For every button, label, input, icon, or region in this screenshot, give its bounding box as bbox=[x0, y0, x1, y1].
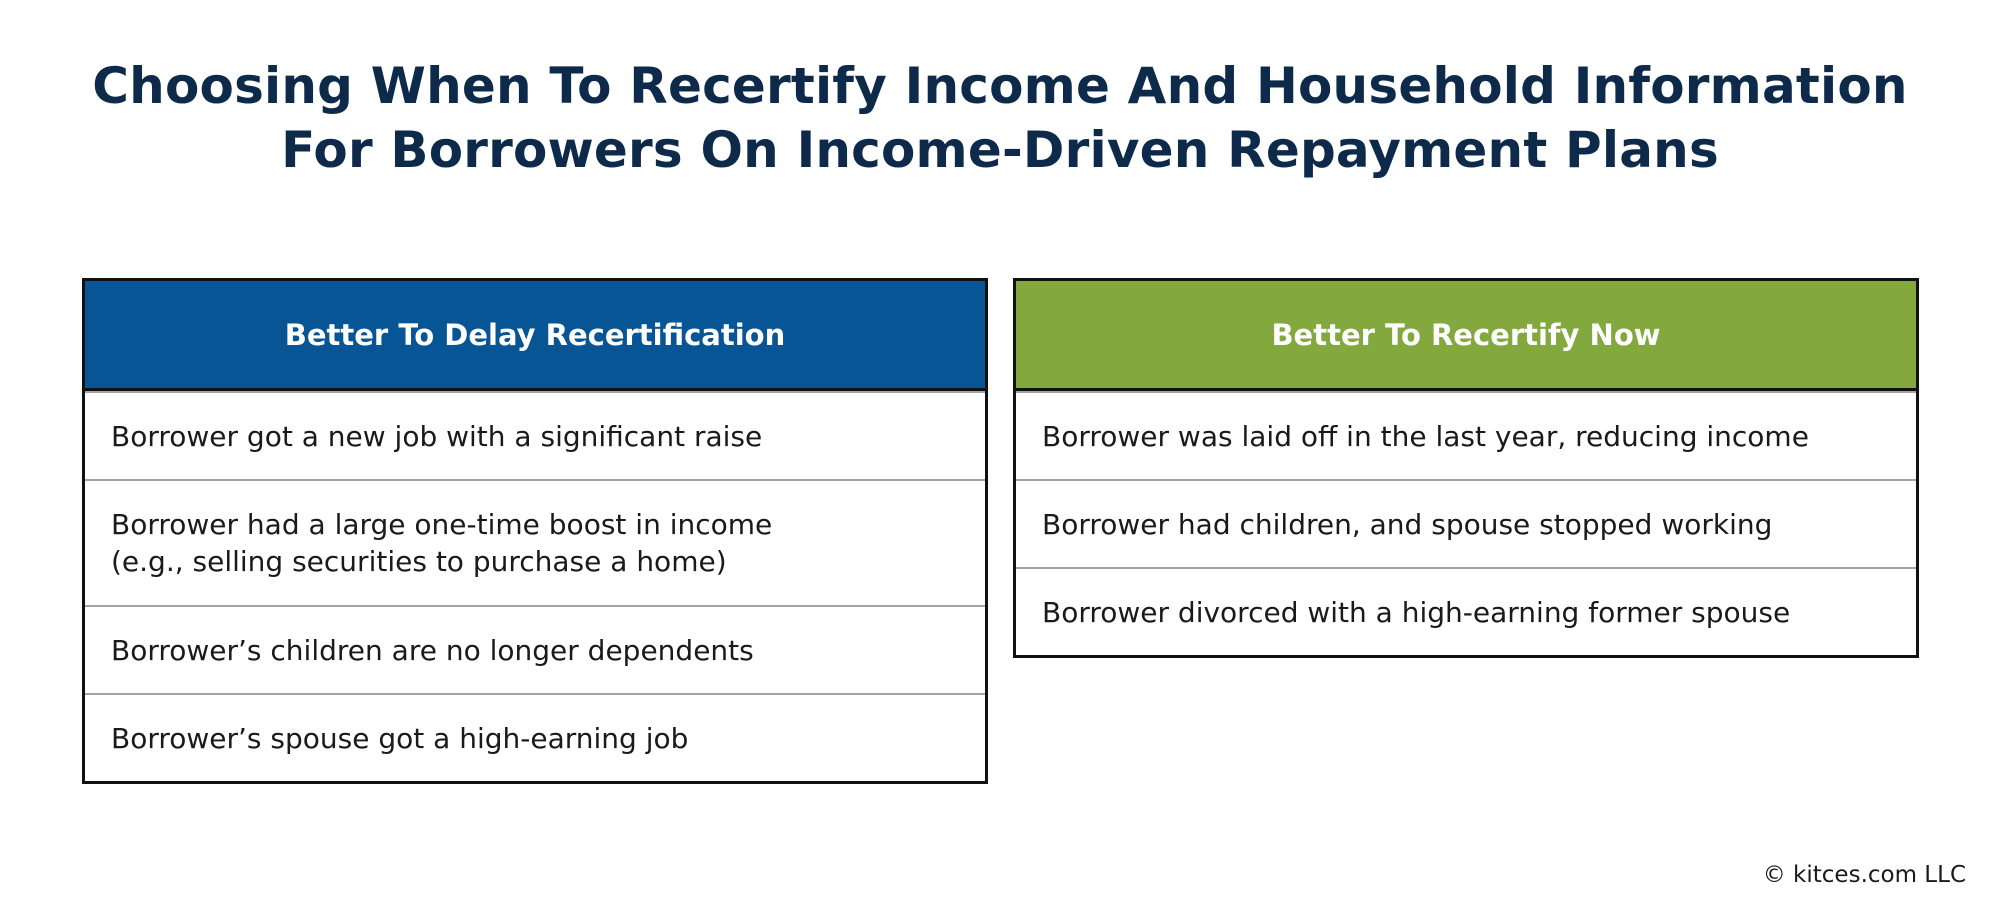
list-item bbox=[85, 391, 985, 479]
list-item-text: Borrower was laid off in the last year, reducing income bbox=[1042, 419, 1809, 453]
list-item-text: Borrower got a new job with a significant raise bbox=[111, 419, 763, 453]
list-item-text: Borrower’s spouse got a high-earning job bbox=[111, 721, 689, 755]
list-item-text: Borrower had a large one-time boost in income bbox=[111, 508, 773, 541]
list-item-text: Borrower divorced with a high-earning former spouse bbox=[1042, 595, 1791, 629]
list-item bbox=[1016, 567, 1916, 655]
list-item-text: Borrower’s children are no longer dependents bbox=[111, 633, 754, 667]
list-item bbox=[85, 693, 985, 781]
title-line-1: Choosing When To Recertify Income And Household Information bbox=[92, 57, 1908, 115]
title-line-2: For Borrowers On Income-Driven Repayment Plans bbox=[281, 121, 1719, 179]
list-item-text: Borrower had children, and spouse stopped working bbox=[1042, 507, 1773, 541]
delay-recertification-panel bbox=[82, 278, 988, 784]
recertify-now-header: Better To Recertify Now bbox=[1016, 281, 1916, 391]
page-title bbox=[0, 54, 2000, 182]
recertify-now-panel bbox=[1013, 278, 1919, 658]
list-item bbox=[1016, 391, 1916, 479]
delay-recertification-header: Better To Delay Recertification bbox=[85, 281, 985, 391]
list-item bbox=[1016, 479, 1916, 567]
copyright-notice: © kitces.com LLC bbox=[1762, 862, 1966, 888]
list-item bbox=[85, 479, 985, 605]
list-item-text-continued: (e.g., selling securities to purchase a home) bbox=[111, 545, 727, 578]
list-item bbox=[85, 605, 985, 693]
